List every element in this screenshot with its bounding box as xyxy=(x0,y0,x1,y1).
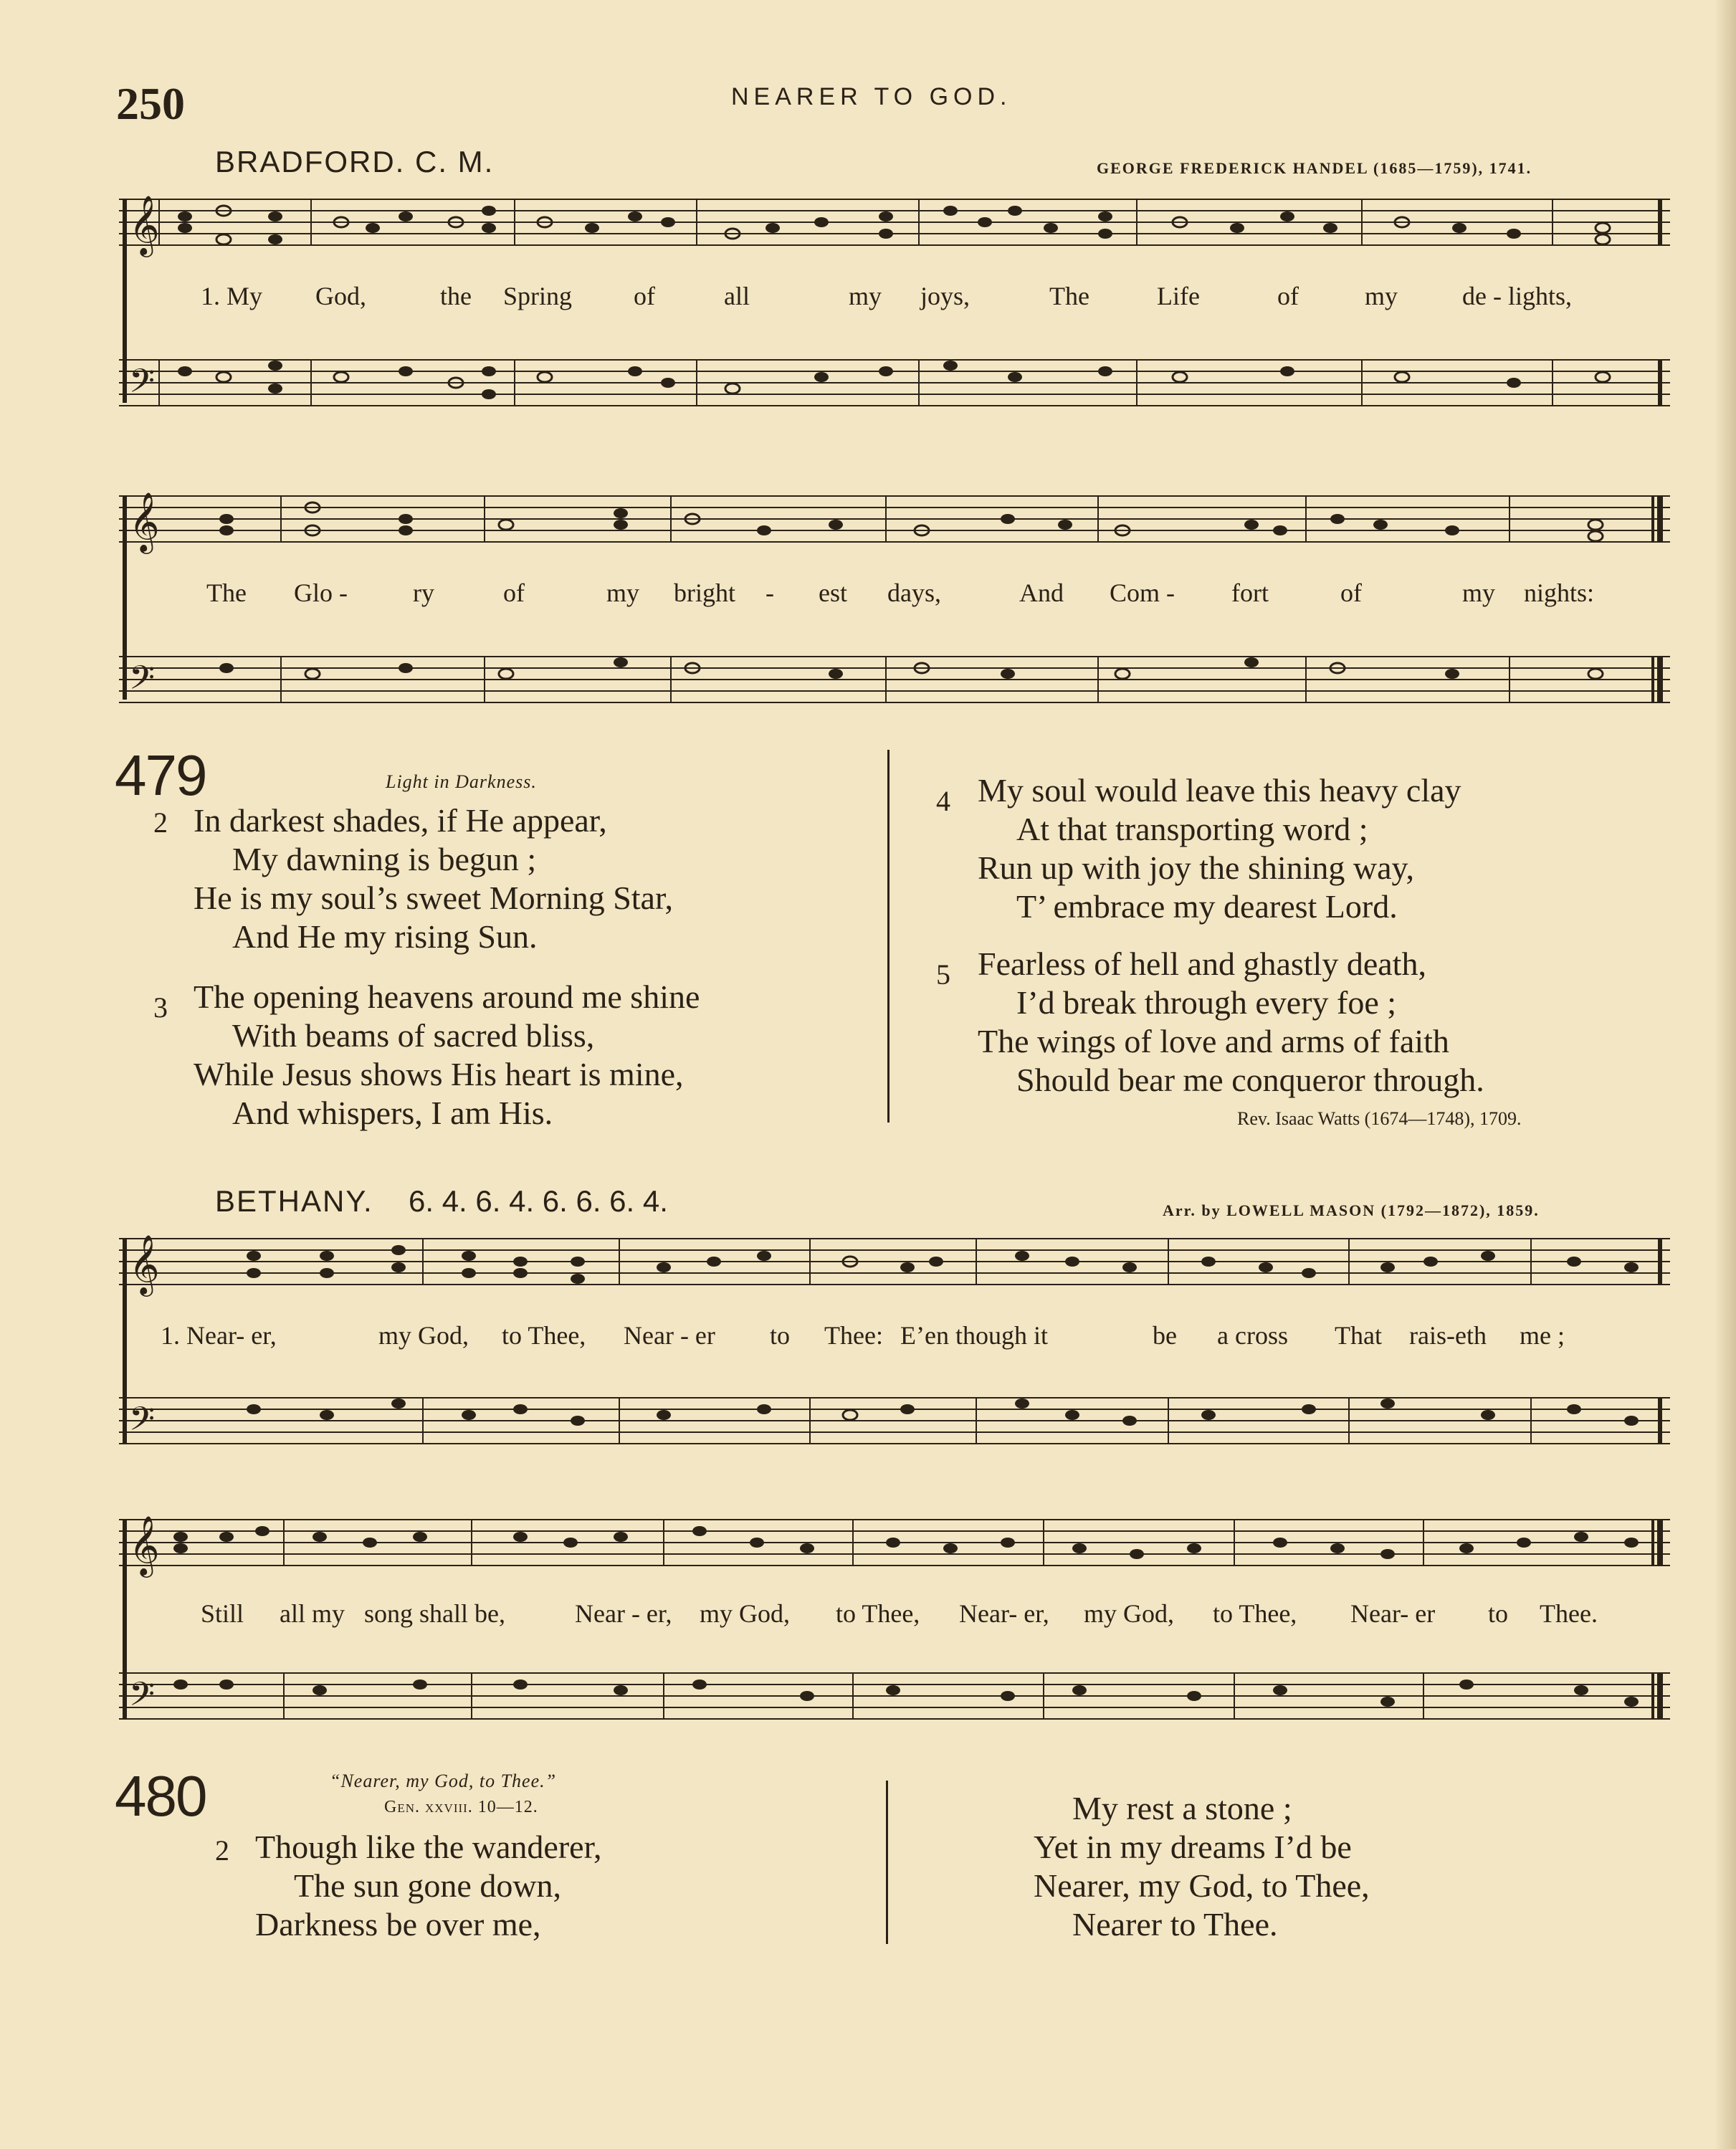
lyric-syllable: de - lights, xyxy=(1462,282,1572,310)
verse-line: At that transporting word ; xyxy=(1016,811,1368,847)
lyric-syllable: nights: xyxy=(1524,578,1595,607)
tune-meter-bethany: 6. 4. 6. 4. 6. 6. 6. 4. xyxy=(409,1184,668,1218)
lyric-syllable: Spring xyxy=(503,282,573,310)
lyric-syllable: of xyxy=(634,282,655,310)
verse-479-4 xyxy=(978,771,1461,926)
page-number: 250 xyxy=(116,78,185,129)
verse-480-2 xyxy=(255,1828,602,1944)
lyric-syllable: the xyxy=(440,282,472,310)
verse-479-5 xyxy=(978,945,1484,1100)
verse-line: He is my soul’s sweet Morning Star, xyxy=(194,880,673,916)
verse-line: Fearless of hell and ghastly death, xyxy=(978,945,1426,982)
lyric-syllable: days, xyxy=(887,578,941,607)
lyric-syllable: 1. Near- er, xyxy=(161,1321,277,1350)
svg-text:𝄞: 𝄞 xyxy=(129,194,160,254)
verse-line: The wings of love and arms of faith xyxy=(978,1023,1449,1059)
scripture-reference-480: Gen. xxviii. 10—12. xyxy=(384,1798,538,1816)
verse-line: My rest a stone ; xyxy=(1072,1790,1292,1826)
lyric-syllable: my God, xyxy=(1084,1599,1174,1628)
verse-line: T’ embrace my dearest Lord. xyxy=(1016,888,1398,925)
verse-number: 4 xyxy=(936,785,950,817)
lyric-syllable: Thee: xyxy=(824,1321,883,1350)
lyric-syllable: joys, xyxy=(920,282,970,310)
lyric-syllable: Near- er xyxy=(1350,1599,1436,1628)
lyric-syllable: be xyxy=(1153,1321,1177,1350)
verse-line: Should bear me conqueror through. xyxy=(1016,1062,1484,1098)
hymn-author-479: Rev. Isaac Watts (1674—1748), 1709. xyxy=(1237,1108,1522,1129)
lyric-syllable: Thee. xyxy=(1540,1599,1598,1628)
svg-text:𝄞: 𝄞 xyxy=(129,1234,160,1294)
lyric-syllable: my xyxy=(1365,282,1398,310)
lyric-syllable: to xyxy=(770,1321,791,1350)
lyric-syllable: my xyxy=(1462,578,1496,607)
lyric-syllable: to Thee, xyxy=(502,1321,586,1350)
verse-line: Yet in my dreams I’d be xyxy=(1034,1829,1352,1865)
lyric-syllable: God, xyxy=(315,282,366,310)
page-header-title: NEARER TO GOD. xyxy=(731,83,1012,110)
lyric-syllable: a cross xyxy=(1217,1321,1288,1350)
lyric-syllable: all my xyxy=(280,1599,345,1628)
lyric-syllable: est xyxy=(819,578,847,607)
verse-line: Darkness be over me, xyxy=(255,1906,541,1943)
tune-name-bradford: BRADFORD. C. M. xyxy=(215,145,495,178)
lyric-syllable: Near- er, xyxy=(959,1599,1049,1628)
verse-line: In darkest shades, if He appear, xyxy=(194,802,607,839)
svg-text:𝄞: 𝄞 xyxy=(129,1515,160,1575)
lyric-syllable: And xyxy=(1019,578,1064,607)
lyric-syllable: Glo - xyxy=(294,578,348,607)
lyric-syllable: E’en though it xyxy=(900,1321,1048,1350)
verse-line: My soul would leave this heavy clay xyxy=(978,772,1461,809)
lyric-syllable: Life xyxy=(1157,282,1200,310)
lyric-syllable: my xyxy=(606,578,640,607)
lyric-syllable: Near - er xyxy=(624,1321,715,1350)
svg-text:𝄢: 𝄢 xyxy=(129,362,156,409)
lyric-syllable: of xyxy=(1277,282,1299,310)
svg-text:𝄢: 𝄢 xyxy=(129,659,156,705)
hymn-subtitle-480: “Nearer, my God, to Thee.” xyxy=(330,1771,557,1791)
verse-line: The sun gone down, xyxy=(294,1867,562,1904)
page-edge-shadow xyxy=(1714,0,1736,2149)
lyric-syllable: The xyxy=(206,578,247,607)
svg-text:𝄢: 𝄢 xyxy=(129,1675,156,1722)
hymn-number-479: 479 xyxy=(115,743,206,807)
lyric-syllable: me ; xyxy=(1520,1321,1565,1350)
verse-line: I’d break through every foe ; xyxy=(1016,984,1397,1021)
hymn-subtitle-479: Light in Darkness. xyxy=(386,771,537,792)
lyric-syllable: fort xyxy=(1231,578,1269,607)
lyric-syllable: to Thee, xyxy=(1213,1599,1297,1628)
svg-text:𝄞: 𝄞 xyxy=(129,491,160,551)
tune-composer-bradford: GEORGE FREDERICK HANDEL (1685—1759), 1741. xyxy=(1097,159,1532,177)
lyric-syllable: to xyxy=(1488,1599,1509,1628)
lyric-syllable: Still xyxy=(201,1599,244,1628)
lyric-syllable: - xyxy=(766,578,774,607)
verse-number: 2 xyxy=(215,1834,229,1867)
verse-line: The opening heavens around me shine xyxy=(194,978,700,1015)
lyric-syllable: my xyxy=(849,282,882,310)
verse-line: With beams of sacred bliss, xyxy=(232,1017,595,1054)
svg-text:𝄢: 𝄢 xyxy=(129,1400,156,1447)
verse-line: And whispers, I am His. xyxy=(232,1095,553,1131)
lyric-syllable: of xyxy=(503,578,525,607)
lyric-syllable: my God, xyxy=(700,1599,790,1628)
lyric-syllable: Com - xyxy=(1110,578,1175,607)
tune-composer-bethany: Arr. by LOWELL MASON (1792—1872), 1859. xyxy=(1163,1201,1540,1219)
verse-479-3 xyxy=(194,978,700,1133)
verse-line: Run up with joy the shining way, xyxy=(978,849,1415,886)
verse-line: My dawning is begun ; xyxy=(232,841,537,877)
column-divider xyxy=(887,750,890,1123)
lyric-syllable: rais-eth xyxy=(1409,1321,1487,1350)
lyric-syllable: Near - er, xyxy=(575,1599,672,1628)
verse-line: Nearer to Thee. xyxy=(1072,1906,1278,1943)
lyric-syllable: song shall be, xyxy=(364,1599,505,1628)
lyric-syllable: all xyxy=(724,282,750,310)
verse-line: Nearer, my God, to Thee, xyxy=(1034,1867,1370,1904)
verse-line: And He my rising Sun. xyxy=(232,918,538,955)
lyric-syllable: The xyxy=(1049,282,1089,310)
lyric-syllable: to Thee, xyxy=(836,1599,920,1628)
verse-number: 2 xyxy=(153,806,168,839)
column-divider xyxy=(886,1781,888,1944)
lyric-syllable: 1. My xyxy=(201,282,263,310)
verse-480-2-continued xyxy=(1034,1789,1370,1944)
verse-479-2 xyxy=(194,801,673,956)
lyric-syllable: bright xyxy=(674,578,735,607)
verse-line: While Jesus shows His heart is mine, xyxy=(194,1056,684,1092)
verse-number: 3 xyxy=(153,991,168,1024)
verse-line: Though like the wanderer, xyxy=(255,1829,602,1865)
lyric-syllable: That xyxy=(1335,1321,1382,1350)
lyric-syllable: my God, xyxy=(378,1321,469,1350)
tune-name-bethany: BETHANY. xyxy=(215,1184,373,1218)
hymn-number-480: 480 xyxy=(115,1764,206,1828)
verse-number: 5 xyxy=(936,958,950,991)
lyric-syllable: of xyxy=(1340,578,1362,607)
lyric-syllable: ry xyxy=(413,578,434,607)
